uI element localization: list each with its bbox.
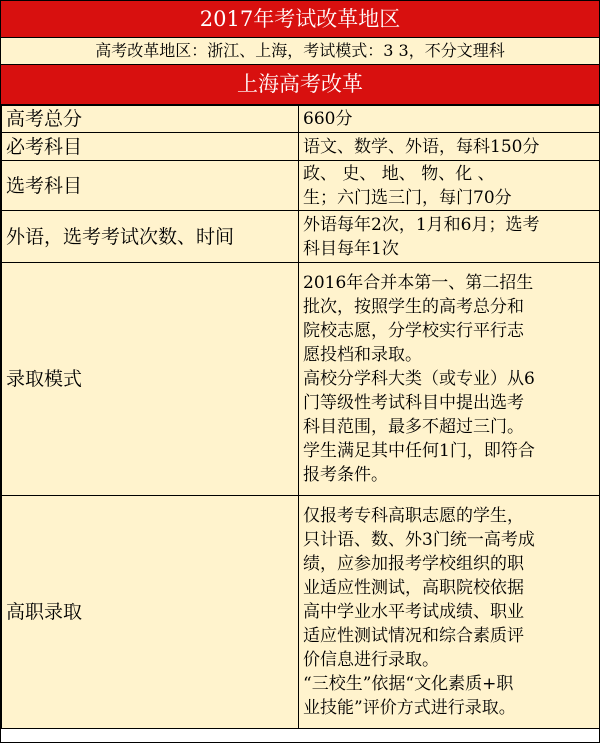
reform-summary: 高考改革地区：浙江、上海，考试模式：3 3，不分文理科 — [1, 38, 599, 65]
row-key: 外语，选考考试次数、时间 — [2, 211, 299, 263]
value-line: 适应性测试情况和综合素质评 — [303, 626, 524, 646]
reform-details-table — [1, 105, 600, 729]
value-line: 仅报考专科高职志愿的学生， — [303, 506, 524, 526]
table-row — [2, 161, 600, 211]
value-line: 绩，应参加报考学校组织的职 — [303, 554, 524, 574]
value-line: 业技能”评价方式进行录取。 — [303, 698, 516, 718]
value-line: 科目范围，最多不超过三门。 — [303, 417, 524, 437]
value-line: 生；六门选三门，每门70分 — [303, 187, 512, 208]
value-line: 业适应性测试，高职院校依据 — [303, 578, 524, 598]
row-value — [299, 211, 600, 263]
row-key: 高职录取 — [2, 496, 299, 729]
value-line: 高校分学科大类（或专业）从6 — [303, 369, 535, 389]
value-line: 外语每年2次，1月和6月；选考 — [303, 214, 540, 235]
value-line: 科目每年1次 — [303, 238, 399, 259]
value-line: 语文、数学、外语，每科150分 — [303, 136, 540, 157]
value-line: 报考条件。 — [303, 465, 388, 485]
row-key: 录取模式 — [2, 263, 299, 496]
value-line: 价信息进行录取。 — [303, 650, 439, 670]
value-line: 高中学业水平考试成绩、职业 — [303, 602, 524, 622]
row-key: 高考总分 — [2, 106, 299, 133]
row-value — [299, 106, 600, 133]
table-row — [2, 133, 600, 161]
row-value — [299, 161, 600, 211]
row-key: 必考科目 — [2, 133, 299, 161]
value-line: 660分 — [303, 109, 353, 129]
row-value — [299, 133, 600, 161]
table-row — [2, 263, 600, 496]
value-line: 批次，按照学生的高考总分和 — [303, 297, 524, 317]
row-key: 选考科目 — [2, 161, 299, 211]
row-value — [299, 496, 600, 729]
value-line: 学生满足其中任何1门，即符合 — [303, 441, 535, 461]
value-line: “三校生”依据“文化素质+职 — [303, 674, 514, 694]
value-line: 愿投档和录取。 — [303, 345, 422, 365]
table-row — [2, 106, 600, 133]
value-line: 只计语、数、外3门统一高考成 — [303, 530, 535, 550]
page-title: 2017年考试改革地区 — [1, 1, 599, 38]
value-line: 政、 史、 地、 物、化 、 — [303, 163, 495, 184]
value-line: 2016年合并本第一、第二招生 — [303, 273, 534, 293]
row-value — [299, 263, 600, 496]
section-title: 上海高考改革 — [1, 65, 599, 105]
table-row — [2, 496, 600, 729]
table-row — [2, 211, 600, 263]
value-line: 院校志愿，分学校实行平行志 — [303, 321, 524, 341]
value-line: 门等级性考试科目中提出选考 — [303, 393, 524, 413]
